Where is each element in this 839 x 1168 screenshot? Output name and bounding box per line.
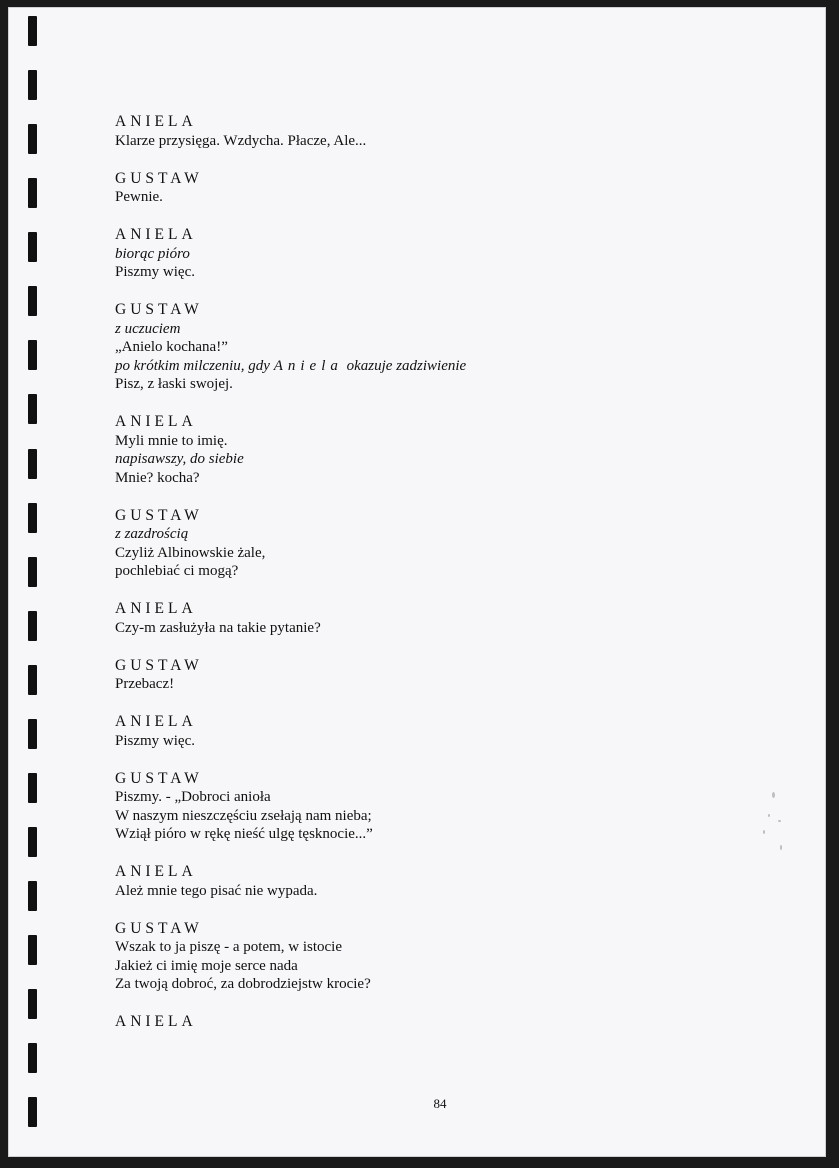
dialogue-line: Piszmy więc. [115,732,195,749]
play-text [115,113,765,1051]
stage-direction: z uczuciem [115,320,181,337]
dialogue-line: W naszym nieszczęściu zsełają nam nieba; [115,807,372,824]
binding-hole [28,665,37,695]
binding-hole [28,286,37,316]
dialogue-block [115,113,765,150]
binding-hole [28,394,37,424]
speaker-name: ANIELA [115,863,197,880]
dialogue-block [115,170,765,207]
dialogue-line: Wszak to ja piszę - a potem, w istocie [115,939,343,955]
speaker-name: ANIELA [115,1013,197,1030]
speaker-name: GUSTAW [115,301,203,318]
speaker-name: GUSTAW [115,169,203,187]
dialogue-line: Wziął pióro w rękę nieść ulgę tęsknocie...” [115,826,373,842]
speaker-name: ANIELA [115,413,197,430]
binding-hole [28,719,37,749]
binding-hole [28,124,37,154]
speaker-name: GUSTAW [115,656,203,674]
dialogue-line: Klarze przysięga. Wzdycha. Płacze, Ale... [115,132,367,149]
speaker-name: GUSTAW [115,919,203,937]
dialogue-block [115,507,765,581]
binding-hole [28,1097,37,1127]
binding-hole [28,881,37,911]
dialogue-line: Piszmy więc. [115,264,195,280]
speaker-name: ANIELA [115,113,197,130]
dialogue-line: Czy-m zasłużyła na takie pytanie? [115,619,321,636]
dialogue-block [115,1013,765,1032]
dialogue-block [115,920,765,994]
binding-hole [28,935,37,965]
dialogue-block [115,226,765,282]
character-name-spaced: Aniela [273,357,343,374]
binding-hole [28,1043,37,1073]
dialogue-line: Pewnie. [115,189,163,205]
stage-direction [115,357,765,376]
binding-hole [28,16,37,46]
dialogue-block [115,413,765,487]
page-number: 84 [433,1096,447,1111]
binding-hole [28,827,37,857]
dialogue-block [115,600,765,637]
stage-direction: z zazdrością [115,526,189,542]
scan-smudge [760,790,790,860]
speaker-name: ANIELA [115,713,197,730]
binding-hole [28,989,37,1019]
binding-hole [28,773,37,803]
binding-hole [28,449,37,479]
dialogue-line: Za twoją dobroć, za dobrodziejstw krocie? [115,976,371,992]
dialogue-block [115,301,765,394]
dialogue-block [115,713,765,750]
speaker-name: ANIELA [115,600,197,617]
dialogue-line: Mnie? kocha? [115,469,200,486]
dialogue-line: „Anielo kochana!” [115,339,228,355]
binding-hole [28,557,37,587]
binding-hole [28,503,37,533]
dialogue-block [115,770,765,844]
speaker-name: ANIELA [115,226,197,243]
stage-direction: napisawszy, do siebie [115,451,244,467]
stage-direction-text: okazuje zadziwienie [342,357,467,374]
stage-direction-text: po krótkim milczeniu, gdy [115,357,274,374]
dialogue-line: pochlebiać ci mogą? [115,563,239,579]
dialogue-block [115,863,765,900]
binding-hole [28,178,37,208]
dialogue-line: Ależ mnie tego pisać nie wypada. [115,882,318,899]
speaker-name: GUSTAW [115,506,203,524]
binding-hole [28,340,37,370]
dialogue-line: Piszmy. - „Dobroci anioła [115,789,271,805]
dialogue-line: Jakież ci imię moje serce nada [115,957,298,974]
dialogue-block [115,657,765,694]
dialogue-line: Pisz, z łaski swojej. [115,376,233,392]
binding-hole [28,232,37,262]
dialogue-line: Czyliż Albinowskie żale, [115,544,266,561]
speaker-name: GUSTAW [115,769,203,787]
binding-hole [28,611,37,641]
binding-hole [28,70,37,100]
spiral-binding [22,0,42,1168]
stage-direction: biorąc pióro [115,245,190,262]
dialogue-line: Myli mnie to imię. [115,432,228,449]
dialogue-line: Przebacz! [115,676,175,692]
